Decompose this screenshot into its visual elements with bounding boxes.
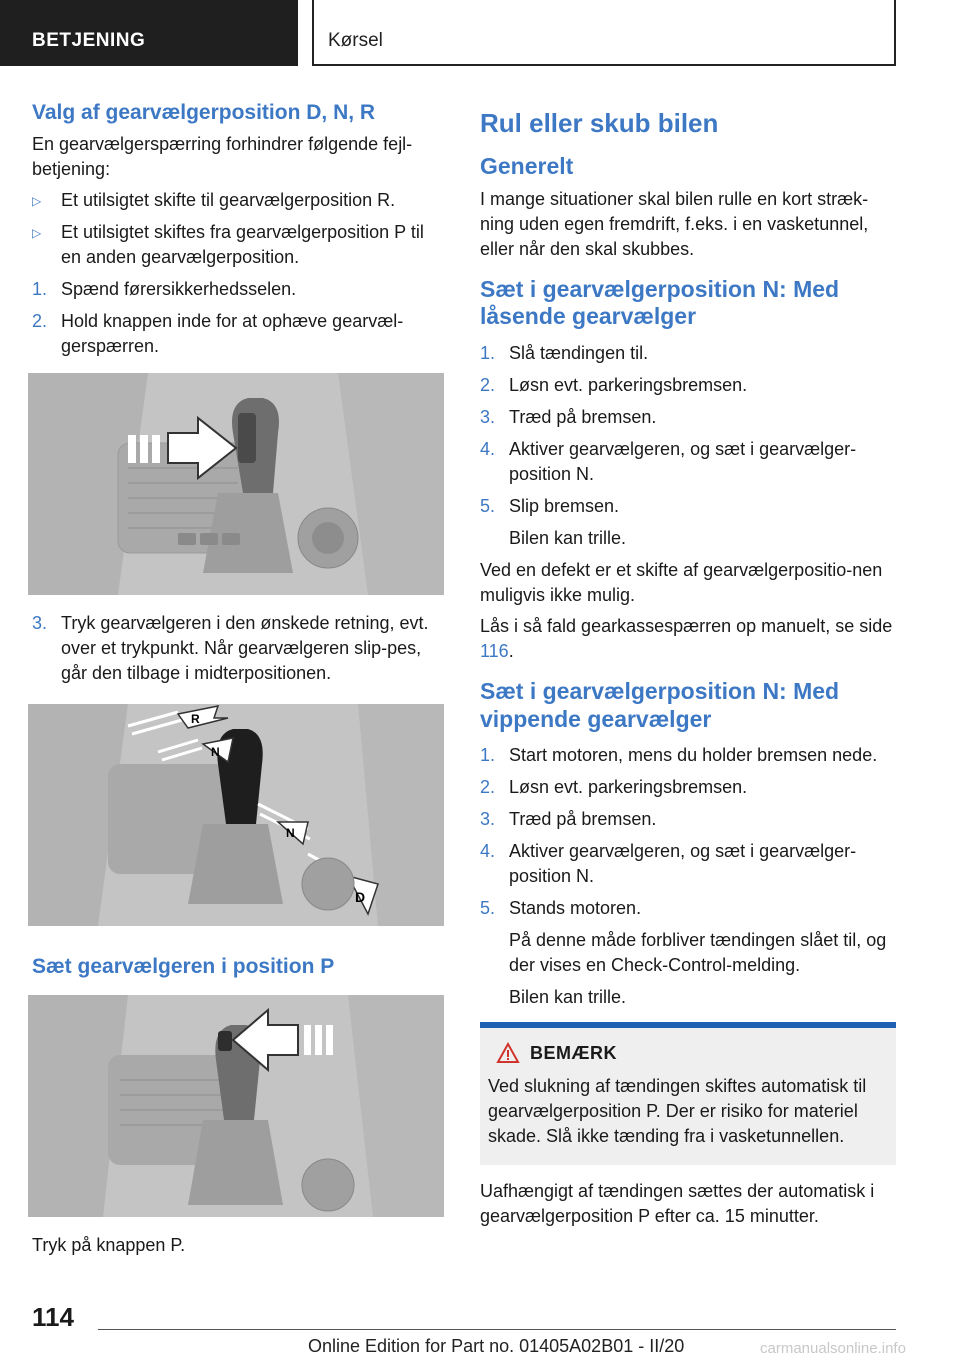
step-text: Start motoren, mens du holder bremsen nede. [509, 745, 878, 766]
edition-text: Online Edition for Part no. 01405A02B01 - II/20 [308, 1336, 685, 1356]
press-p-text: Tryk på knappen P. [32, 1234, 186, 1255]
right-column [480, 104, 896, 1235]
notice-header [496, 1042, 888, 1064]
bullet-text: Et utilsigtet skiftes fra gearvælgerposition P til en anden gearvælgerposition. [61, 222, 424, 268]
step-number: 1. [480, 745, 496, 766]
laas-text-pre: Lås i så fald gearkassespærren op manuelt, se side [480, 615, 893, 636]
laas-text-post: . [508, 640, 514, 661]
page-link[interactable]: 116 [480, 640, 509, 661]
left-column [32, 100, 444, 1264]
gear-label-n-down: N [286, 826, 295, 841]
step-text: Træd på bremsen. [509, 406, 657, 427]
section-tab [0, 0, 298, 66]
step-text: Løsn evt. parkeringsbremsen. [509, 374, 748, 395]
final-text: Uafhængigt af tændingen sættes der automatisk i gearvælgerposition P efter ca. 15 minutter. [480, 1181, 875, 1227]
step-number: 5. [480, 495, 496, 516]
gear-selector-button-illustration [28, 373, 444, 595]
watermark: carmanualsonline.info [760, 1340, 906, 1357]
step-item [480, 405, 896, 430]
step-text: Hold knappen inde for at ophæve gearvæl-gerspærren. [61, 311, 404, 357]
step-number: 3. [480, 809, 496, 830]
notice-box [480, 1022, 896, 1165]
gear-label-n-up: N [211, 745, 220, 760]
chapter-title: Kørsel [328, 30, 383, 51]
step-result: Bilen kan trille. [509, 527, 627, 548]
step-item [480, 437, 896, 487]
generelt-text: I mange situationer skal bilen rulle en kort stræk-ning uden egen fremdrift, f.eks. i en vasketunnel, eller når den skal skubbes. [480, 188, 869, 259]
step-text: Aktiver gearvælgeren, og sæt i gearvælger-position N. [509, 841, 857, 887]
gear-direction-illustration [28, 704, 444, 926]
heading-generelt: Generelt [480, 153, 574, 180]
step-item [480, 341, 896, 366]
list-item [32, 220, 444, 270]
step-result: Bilen kan trille. [509, 987, 627, 1008]
step-number: 4. [480, 438, 496, 459]
step-item [32, 277, 444, 302]
step-number: 3. [480, 406, 496, 427]
step-number: 2. [480, 374, 496, 395]
step-number: 2. [32, 311, 48, 332]
footer-divider [98, 1329, 896, 1330]
heading-laasende: Sæt i gearvælgerposition N: Med låsende gearvælger [480, 275, 840, 330]
step-text: Aktiver gearvælgeren, og sæt i gearvælger-position N. [509, 438, 857, 484]
step-item [480, 807, 896, 832]
step-item [480, 743, 896, 768]
section-title: BETJENING [32, 30, 146, 51]
step-item [480, 373, 896, 398]
warning-triangle-icon [496, 1042, 520, 1064]
step-text: Løsn evt. parkeringsbremsen. [509, 777, 748, 798]
step-text: Slip bremsen. [509, 495, 620, 516]
notice-text: Ved slukning af tændingen skiftes automatisk til gearvælgerposition P. Der er risiko for materiel skade. Slå ikke tænding fra i vasketunnellen. [488, 1076, 867, 1147]
step-item [480, 775, 896, 800]
intro-text: En gearvælgerspærring forhindrer følgende fejl-betjening: [32, 134, 413, 180]
step-text: Slå tændingen til. [509, 342, 649, 363]
step-text: Træd på bremsen. [509, 809, 657, 830]
heading-vippende: Sæt i gearvælgerposition N: Med vippende gearvælger [480, 677, 840, 732]
list-item [32, 188, 444, 213]
step-number: 1. [480, 342, 496, 363]
bullet-text: Et utilsigtet skifte til gearvælgerposition R. [61, 190, 396, 211]
step-number: 2. [480, 777, 496, 798]
step-text: Stands motoren. [509, 898, 642, 919]
step-item [32, 611, 444, 686]
defekt-text: Ved en defekt er et skifte af gearvælgerpositio-nen muligvis ikke mulig. [480, 559, 883, 605]
step-number: 5. [480, 898, 496, 919]
gear-label-r: R [191, 712, 200, 727]
notice-title: BEMÆRK [530, 1042, 617, 1063]
step-number: 4. [480, 841, 496, 862]
triangle-bullet-icon: ▷ [32, 226, 42, 241]
step-item [480, 494, 896, 519]
step-result: På denne måde forbliver tændingen slået til, og der vises en Check-Control-melding. [509, 930, 887, 976]
step-number: 1. [32, 279, 48, 300]
step-item [480, 896, 896, 921]
gear-label-d: D [355, 889, 366, 906]
page-number: 114 [32, 1302, 74, 1332]
heading-position-p: Sæt gearvælgeren i position P [32, 955, 335, 979]
step-item [32, 309, 444, 359]
chapter-header [312, 0, 896, 66]
step-item [480, 839, 896, 889]
step-text: Spænd førersikkerhedsselen. [61, 279, 297, 300]
step-text: Tryk gearvælgeren i den ønskede retning, evt. over et trykpunkt. Når gearvælgeren slip-pes, går den tilbage i midterpositionen. [61, 613, 429, 684]
laas-text [480, 614, 896, 664]
triangle-bullet-icon: ▷ [32, 194, 42, 209]
park-button-illustration [28, 995, 444, 1217]
step-number: 3. [32, 613, 48, 634]
heading-valg: Valg af gearvælgerposition D, N, R [32, 101, 376, 124]
heading-rul: Rul eller skub bilen [480, 108, 719, 138]
